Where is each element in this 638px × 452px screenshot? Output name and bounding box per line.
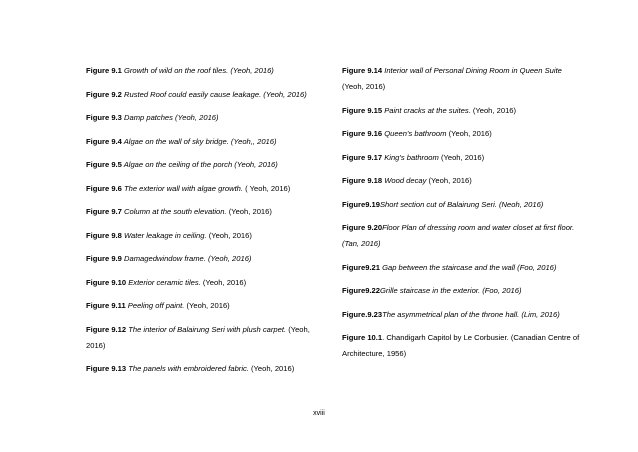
figure-title: Damagedwindow frame. (Yeoh, 2016) [121,254,252,263]
figure-entry [342,220,580,252]
figure-title: Gap between the staircase and the wall (Foo, 2016) [379,262,557,272]
figure-title: King's bathroom [382,152,439,162]
figure-entry [86,134,324,150]
figure-entry [342,173,580,189]
figure-label: Figure 9.17 [342,152,383,162]
figure-label: Figure 9.1 [86,66,122,75]
figure-entry [86,204,324,220]
figure-title: Water leakage in ceiling. [121,230,207,240]
figure-entry [86,251,324,267]
figure-title: Interior wall of Personal Dining Room in Queen Suite [382,66,562,75]
figure-title: Algae on the wall of sky bridge. (Yeoh,, 2016) [121,136,277,146]
page-number: xviii [313,410,325,417]
figure-entry [342,103,580,119]
figure-label: Figure 9.11 [86,301,126,310]
figure-label: Figure 9.20 [342,223,383,232]
figure-entry [86,87,324,103]
figure-label: Figure 9.10 [86,277,127,287]
figure-label: Figure 9.12 [86,324,127,334]
figure-label: Figure 9.14 [342,66,383,75]
figure-label: Figure9.19 [342,199,380,209]
figure-title: Column at the south elevation. [121,207,227,216]
figure-label: Figure 9.6 [86,183,122,193]
figure-title: Grille staircase in the exterior. (Foo, 2016) [379,286,522,295]
figure-label: Figure9.22 [342,286,380,295]
figure-source: (Yeoh, 2016) [438,152,485,162]
figure-title: Peeling off paint. [125,301,185,310]
figure-title: Wood decay [382,176,427,185]
figure-entry [342,283,580,299]
figure-entry [342,307,580,323]
figure-label: Figure 9.9 [86,254,122,263]
figure-source: (Yeoh, 2016) [226,207,272,216]
figure-title: Growth of wild on the roof tiles. (Yeoh, 2016) [121,66,274,75]
figure-title: Rusted Roof could easily cause leakage. (Yeoh, 2016) [121,89,307,99]
figure-title: Queen's bathroom [382,129,447,138]
figure-entry [86,322,324,354]
figure-source: (Yeoh, 2016) [470,105,517,115]
figure-entry [86,275,324,291]
figure-label: Figure 9.15 [342,105,383,115]
figure-source: (Yeoh, 2016) [248,364,295,373]
figure-source: ( Yeoh, 2016) [243,183,291,193]
figure-source: (Yeoh, 2016) [426,176,472,185]
figure-entry [342,260,580,276]
figure-title: The interior of Balairung Seri with plush carpet. [126,324,287,334]
figure-source: (Yeoh, 2016) [446,129,492,138]
figure-title: The panels with embroidered fabric. [126,364,249,373]
figure-title: The asymmetrical plan of the throne hall. (Lim, 2016) [382,309,560,319]
figure-entry [86,228,324,244]
figure-label: Figure 9.8 [86,230,122,240]
figure-label: Figure 9.4 [86,136,122,146]
figure-title: Algae on the ceiling of the porch (Yeoh, 2016) [121,160,278,169]
figure-title: The exterior wall with algae growth. [121,183,244,193]
figure-label: Figure 9.7 [86,207,122,216]
figure-list-left-column [86,63,324,385]
figure-source: (Yeoh, 2016) [200,277,247,287]
figure-label: Figure 10.1 [342,333,383,342]
figure-source: (Yeoh, 2016) [86,324,310,350]
figure-source: . Chandigarh Capitol by Le Corbusier. (Canadian Centre of Architecture, 1956) [342,333,580,358]
figure-entry [86,298,324,314]
figure-list-right-column [342,63,580,370]
figure-label: Figure9.21 [342,262,380,272]
figure-source: (Yeoh, 2016) [184,301,230,310]
figure-entry [342,126,580,142]
figure-entry [342,63,580,95]
figure-entry [342,330,580,362]
figure-title: Exterior ceramic tiles. [126,277,201,287]
figure-entry [86,157,324,173]
figure-source: (Yeoh, 2016) [342,82,386,91]
figure-source: (Yeoh, 2016) [206,230,252,240]
figure-entry [86,63,324,79]
figure-title: Damp patches (Yeoh, 2016) [121,113,219,122]
figure-title: Paint cracks at the suites. [382,105,471,115]
figure-entry [86,181,324,197]
figure-label: Figure 9.2 [86,89,122,99]
figure-title: Floor Plan of dressing room and water closet at first floor. (Tan, 2016) [342,223,575,248]
figure-label: Figure.9.23 [342,309,383,319]
figure-label: Figure 9.16 [342,129,383,138]
figure-entry [86,110,324,126]
figure-entry [342,197,580,213]
figure-title: Short section cut of Balairung Seri. (Neoh, 2016) [379,199,544,209]
figure-entry [86,361,324,377]
figure-label: Figure 9.13 [86,364,127,373]
figure-label: Figure 9.5 [86,160,122,169]
figure-entry [342,150,580,166]
figure-label: Figure 9.3 [86,113,122,122]
figure-label: Figure 9.18 [342,176,383,185]
